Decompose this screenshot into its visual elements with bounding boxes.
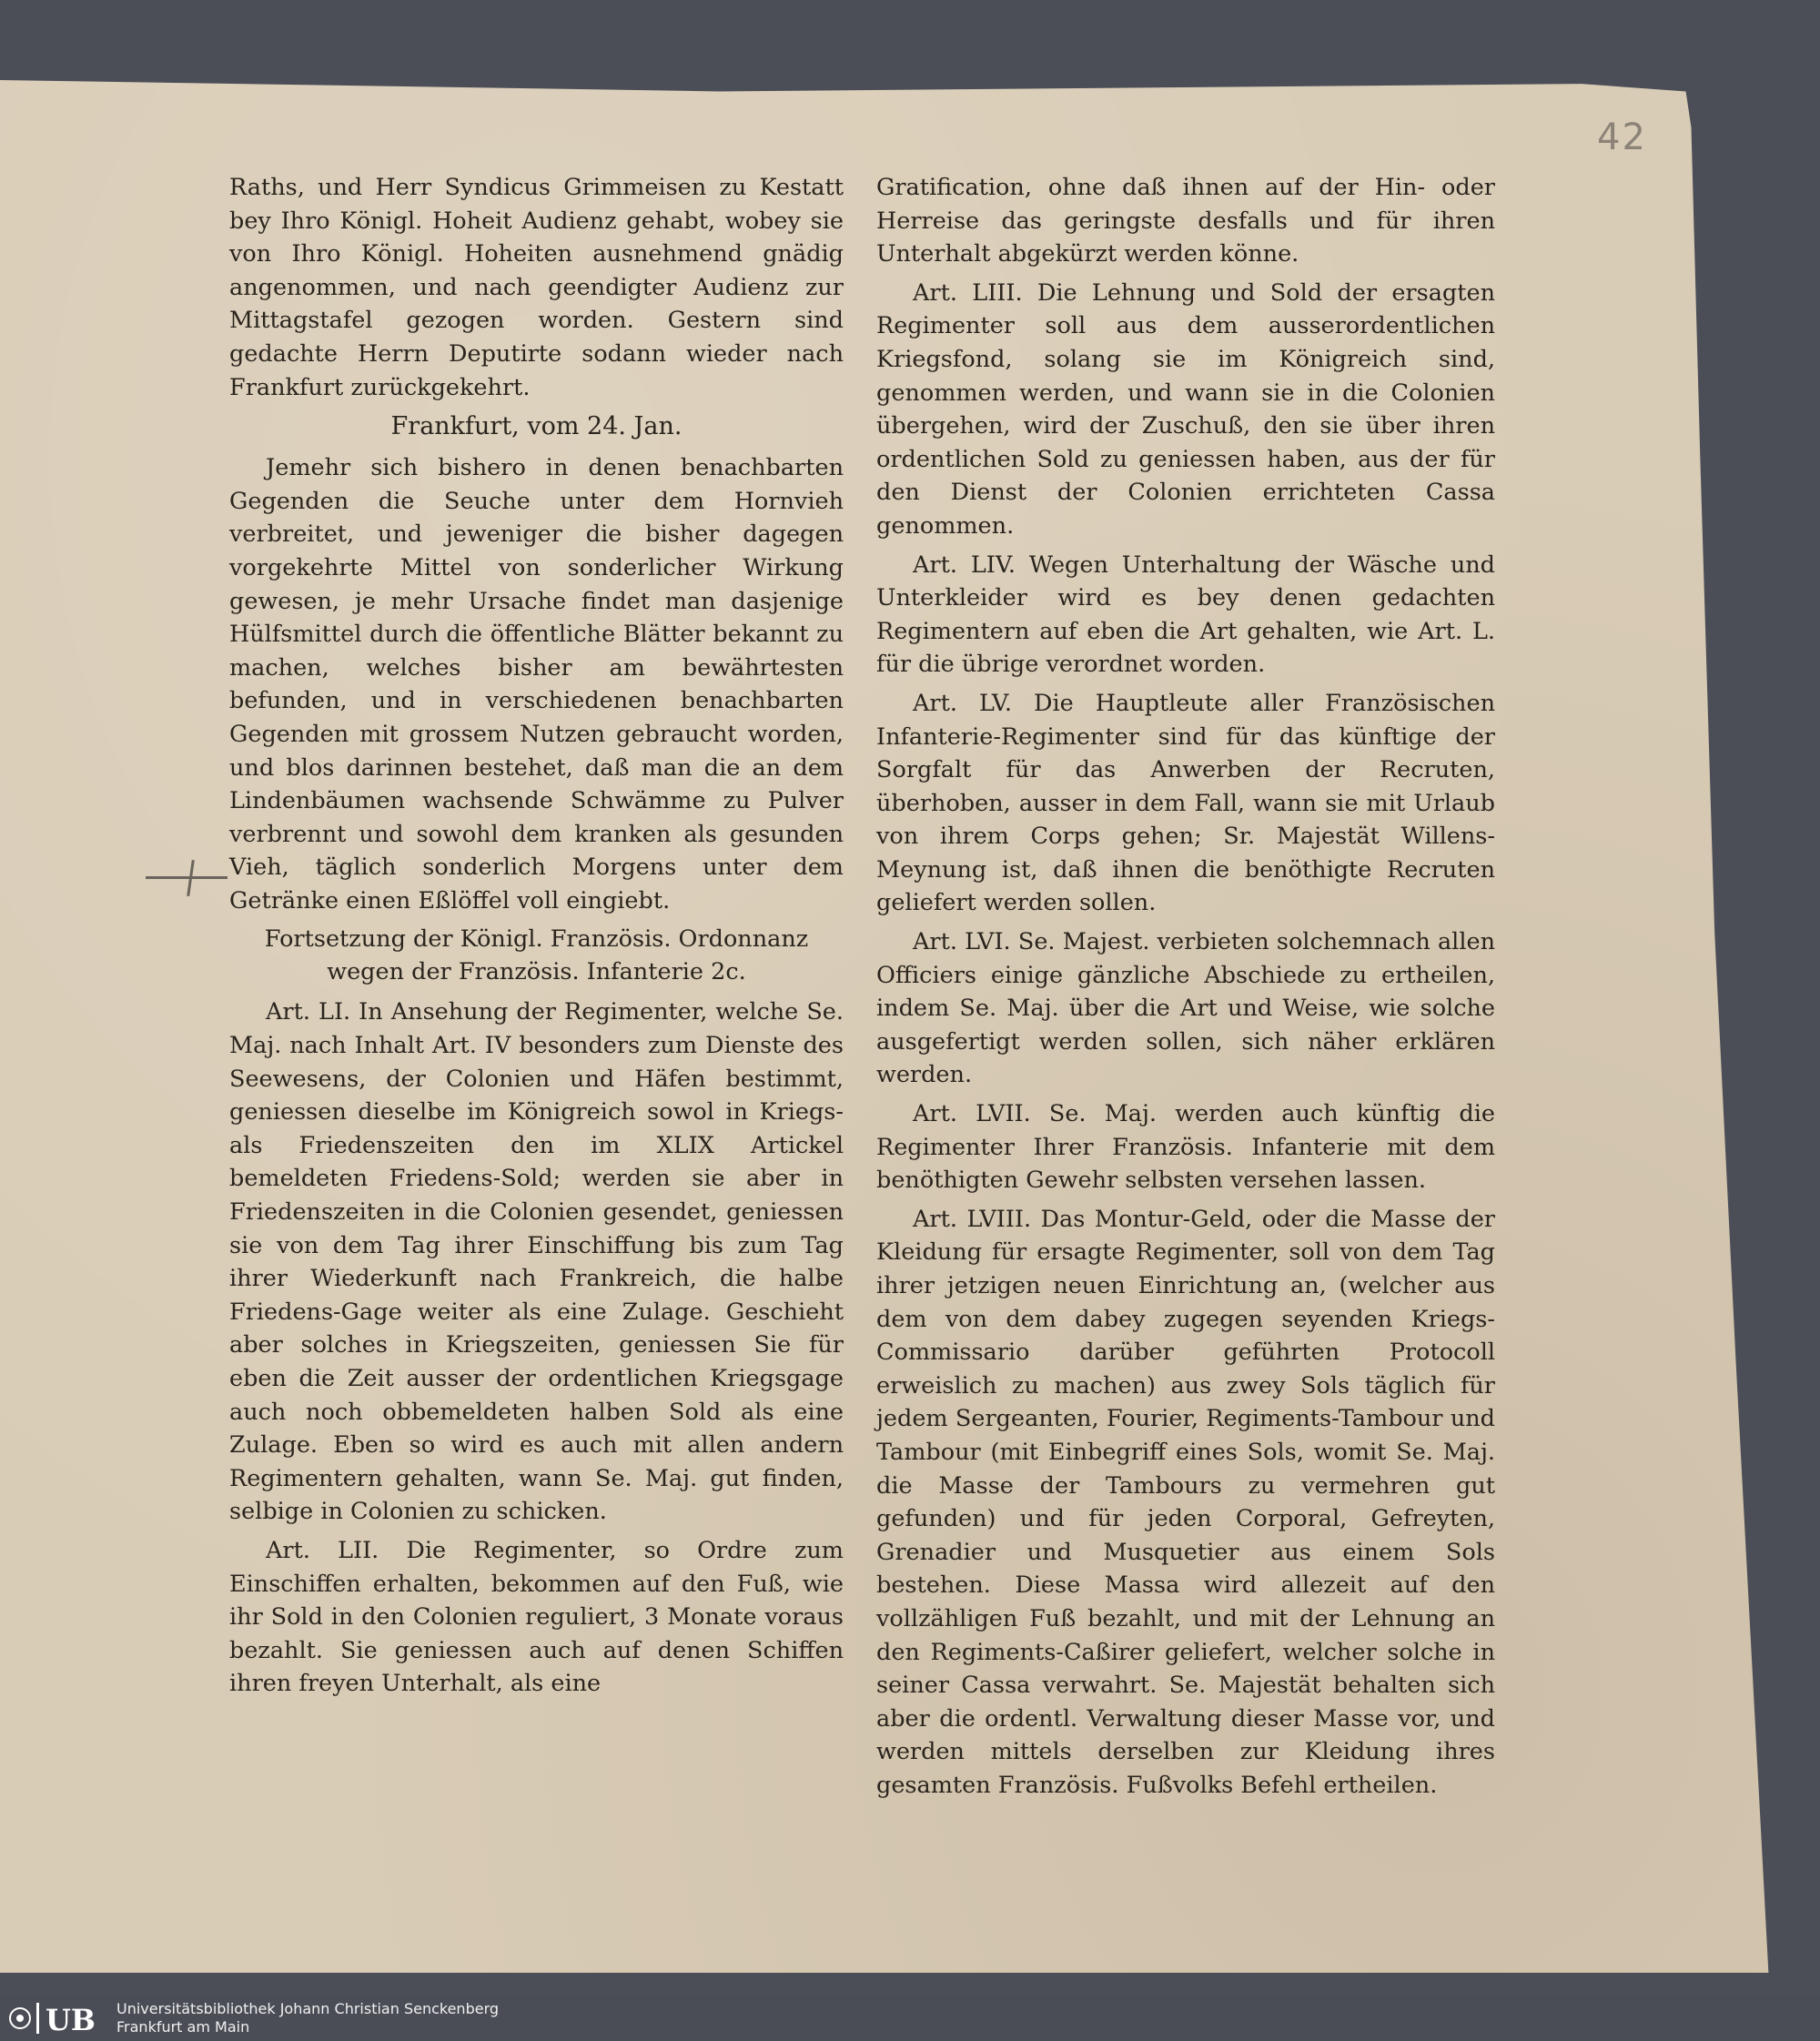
left-column (229, 171, 844, 1706)
right-column (876, 171, 1495, 1808)
dateline: Frankfurt, vom 24. Jan. (390, 412, 682, 441)
section-heading: Fortsetzung der Königl. Französis. Ordonnanz wegen der Französis. Infanterie 2c. (264, 925, 809, 986)
ub-logo-icon (7, 1999, 107, 2037)
article-lvi: Art. LVI. Se. Majest. verbieten solchemnach allen Officiers einige gänzliche Abschiede zu ertheilen, indem Se. Maj. über die Art und Weise, wie solche ausgefertigt werden sollen, sich näher erklären werden. (876, 928, 1495, 1089)
article-lvii: Art. LVII. Se. Maj. werden auch künftig die Regimenter Ihrer Französis. Infanterie mit dem benöthigten Gewehr selbsten versehen lassen. (876, 1100, 1495, 1195)
intro-paragraph: Raths, und Herr Syndicus Grimmeisen zu Kestatt bey Ihro Königl. Hoheit Audienz gehabt, wobey sie von Ihro Königl. Hoheiten ausnehmend gnädig angenommen, und nach geendigter Audienz zur Mittagstafel gezogen worden. Gestern sind gedachte Herrn Deputirte sodann wieder nach Frankfurt zurückgekehrt. (229, 174, 844, 401)
article-liii: Art. LIII. Die Lehnung und Sold der ersagten Regimenter soll aus dem ausserordentlichen Kriegsfond, solang sie im Königreich sind, genommen werden, und wann sie in die Colonien übergehen, wird der Zuschuß, den sie über ihren ordentlichen Sold zu geniessen haben, aus der für den Dienst der Colonien errichteten Cassa genommen. (876, 278, 1495, 540)
continuation-paragraph: Gratification, ohne daß ihnen auf der Hin- oder Herreise das geringste desfalls und für ihren Unterhalt abgekürzt werden könne. (876, 174, 1495, 268)
article-lv: Art. LV. Die Hauptleute aller Französischen Infanterie-Regimenter sind für das künftige der Sorgfalt für das Anwerben der Recruten, überhoben, ausser in dem Fall, wann sie mit Urlaub von ihrem Corps gehen; Sr. Majestät Willens-Meynung ist, daß ihnen die benöthigte Recruten geliefert werden sollen. (876, 689, 1495, 917)
library-name-line1: Universitätsbibliothek Johann Christian Senckenberg (116, 2000, 500, 2017)
article-lii: Art. LII. Die Regimenter, so Ordre zum Einschiffen erhalten, bekommen auf den Fuß, wie ihr Sold in den Colonien reguliert, 3 Monate voraus bezahlt. Sie geniessen auch auf denen Schiffen ihren freyen Unterhalt, als eine (229, 1536, 844, 1698)
handwritten-page-number: 42 (1597, 116, 1647, 158)
library-footer-bar (0, 1996, 1820, 2041)
library-name (116, 2000, 499, 2036)
ub-logo-text: UB (46, 2003, 96, 2037)
article-liv: Art. LIV. Wegen Unterhaltung der Wäsche und Unterkleider wird es bey denen gedachten Regimentern auf eben die Art gehalten, wie Art. L. für die übrige verordnet worden. (876, 551, 1495, 679)
margin-cross-mark (146, 860, 228, 896)
article-li: Art. LI. In Ansehung der Regimenter, welche Se. Maj. nach Inhalt Art. IV besonders zum Dienste des Seewesens, der Colonien und Häfen bestimmt, geniessen dieselbe im Königreich sowol in Kriegs- als Friedenszeiten den im XLIX Artickel bemeldeten Friedens-Sold; werden sie aber in Friedenszeiten in die Colonien gesendet, geniessen sie von dem Tag ihrer Einschiffung bis zum Tag ihrer Wiederkunft nach Frankreich, die halbe Friedens-Gage weiter als eine Zulage. Geschieht aber solches in Kriegszeiten, geniessen Sie für eben die Zeit ausser der ordentlichen Kriegsgage auch noch obbemeldeten halben Sold als eine Zulage. Eben so wird es auch mit allen andern Regimentern gehalten, wann Se. Maj. gut finden, selbige in Colonien zu schicken. (229, 998, 844, 1526)
news-paragraph: Jemehr sich bishero in denen benachbarten Gegenden die Seuche unter dem Hornvieh verbreitet, und jeweniger die bisher dagegen vorgekehrte Mittel von sonderlicher Wirkung gewesen, je mehr Ursache findet man dasjenige Hülfsmittel durch die öffentliche Blätter bekannt zu machen, welches bisher am bewährtesten befunden, und in verschiedenen benachbarten Gegenden mit grossem Nutzen gebraucht worden, und blos darinnen bestehet, daß man die an dem Lindenbäumen wachsende Schwämme zu Pulver verbrennt und sowohl dem kranken als gesunden Vieh, täglich sonderlich Morgens unter dem Getränke einen Eßlöffel voll eingiebt. (229, 454, 844, 914)
library-name-line2: Frankfurt am Main (116, 2018, 250, 2036)
article-lviii: Art. LVIII. Das Montur-Geld, oder die Masse der Kleidung für ersagte Regimenter, soll von dem Tag ihrer jetzigen neuen Einrichtung an, (welcher aus dem von dem dabey zugegen seyenden Kriegs-Commissario darüber geführten Protocoll erweislich zu machen) aus zwey Sols täglich für jedem Sergeanten, Fourier, Regiments-Tambour und Tambour (mit Einbegriff eines Sols, womit Se. Maj. die Masse der Tambours zu vermehren gut gefunden) und für jeden Corporal, Gefreyten, Grenadier und Musquetier aus einem Sols bestehen. Diese Massa wird allezeit auf den vollzähligen Fuß bezahlt, und mit der Lehnung an den Regiments-Caßirer geliefert, welcher solche in seiner Cassa verwahrt. Se. Majestät behalten sich aber die ordentl. Verwaltung dieser Masse vor, und werden mittels derselben zur Kleidung ihres gesamten Französis. Fußvolks Befehl ertheilen. (876, 1205, 1495, 1799)
